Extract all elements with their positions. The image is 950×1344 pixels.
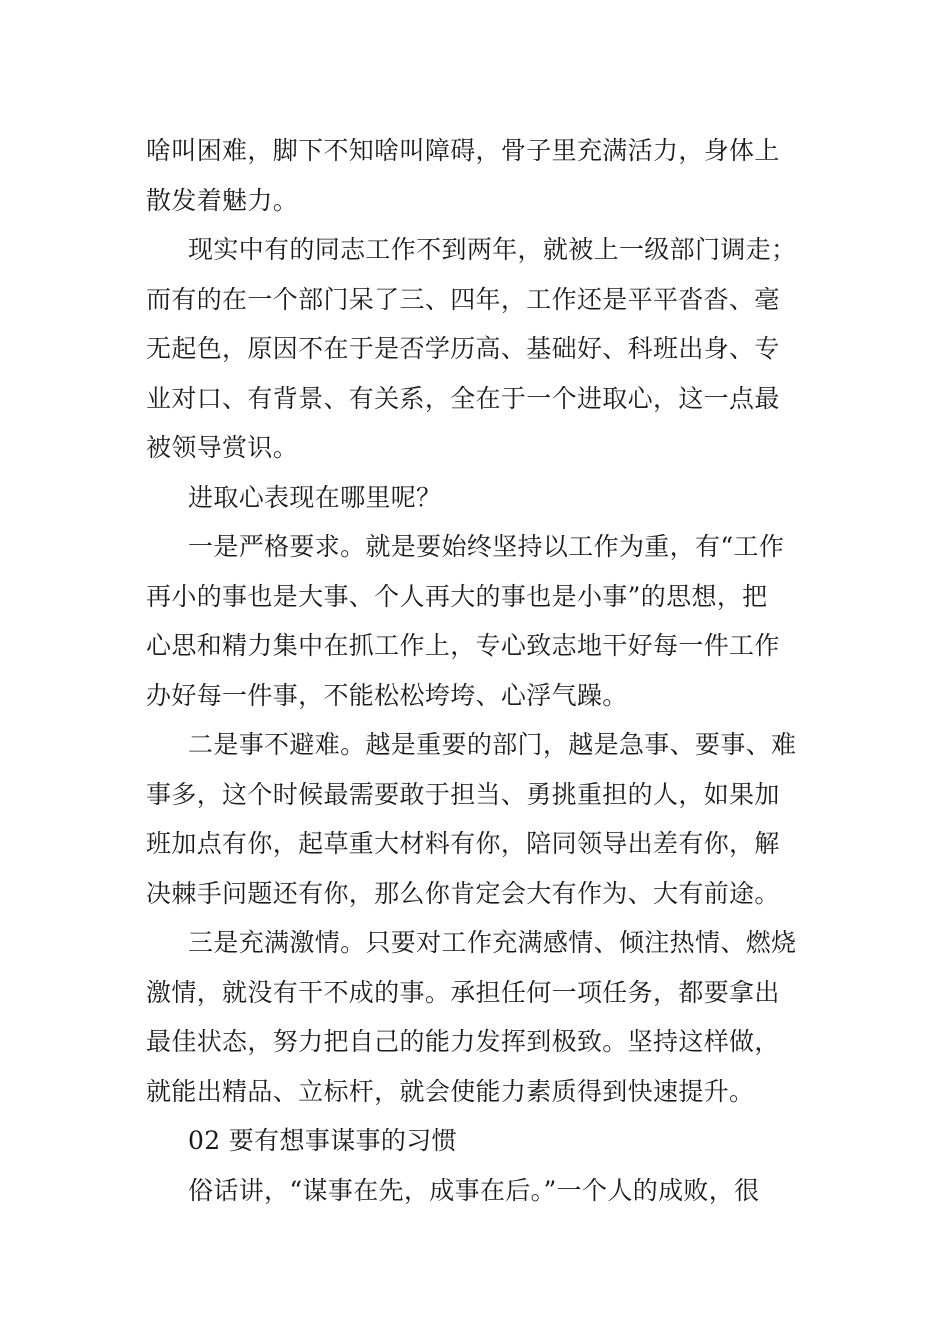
text-line: 事多，这个时候最需要敢于担当、勇挑重担的人，如果加 <box>146 779 780 809</box>
paragraph-start: 二是事不避难。越是重要的部门，越是急事、要事、难 <box>188 730 797 759</box>
text-line: 就能出精品、立标杆，就会使能力素质得到快速提升。 <box>146 1076 755 1106</box>
paragraph-start: 一是严格要求。就是要始终坚持以工作为重，有“工作 <box>188 532 785 561</box>
text-line: 散发着魅力。 <box>146 185 299 215</box>
paragraph-start: 现实中有的同志工作不到两年，就被上一级部门调走； <box>188 235 797 264</box>
text-line: 被领导赏识。 <box>146 433 299 462</box>
paragraph-start: 俗话讲，“谋事在先，成事在后。”一个人的成败，很 <box>188 1175 760 1205</box>
text-line: 啥叫困难，脚下不知啥叫障碍，骨子里充满活力，身体上 <box>146 136 780 165</box>
text-line: 决棘手问题还有你，那么你肯定会大有作为、大有前途。 <box>146 878 780 908</box>
body-text <box>146 126 810 1215</box>
text-line: 激情，就没有干不成的事。承担任何一项任务，都要拿出 <box>146 977 780 1007</box>
text-line: 业对口、有背景、有关系，全在于一个进取心，这一点最 <box>146 383 780 413</box>
text-line: 班加点有你，起草重大材料有你，陪同领导出差有你，解 <box>146 829 780 858</box>
text-line: 办好每一件事，不能松松垮垮、心浮气躁。 <box>146 680 628 710</box>
text-line: 再小的事也是大事、个人再大的事也是小事”的思想，把 <box>146 581 768 611</box>
text-line: 心思和精力集中在抓工作上，专心致志地干好每一件工作 <box>146 631 780 660</box>
text-line: 无起色，原因不在于是否学历高、基础好、科班出身、专 <box>146 334 780 363</box>
paragraph-start: 三是充满激情。只要对工作充满感情、倾注热情、燃烧 <box>188 928 797 957</box>
text-line: 最佳状态，努力把自己的能力发挥到极致。坚持这样做， <box>146 1027 780 1056</box>
section-heading: 02 要有想事谋事的习惯 <box>188 1126 457 1155</box>
paragraph-start: 进取心表现在哪里呢？ <box>188 482 442 512</box>
text-line: 而有的在一个部门呆了三、四年，工作还是平平沓沓、毫 <box>146 284 780 314</box>
